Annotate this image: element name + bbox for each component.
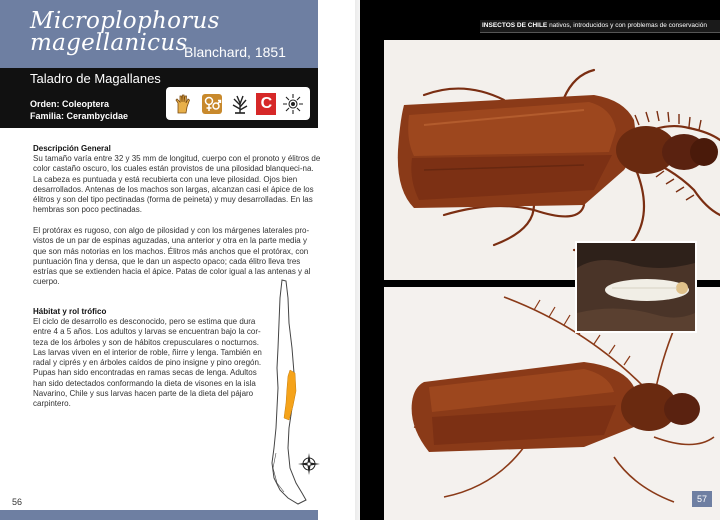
bottom-accent-bar <box>0 510 318 520</box>
compass-rose-icon <box>297 452 321 476</box>
genus-name: Microplophorus <box>30 8 220 34</box>
conservation-c-badge: C <box>256 93 276 115</box>
larva-photo-inset <box>575 241 697 333</box>
running-header-rest: nativos, introducidos y con problemas de conservación <box>547 22 707 29</box>
page-number-left: 56 <box>12 497 23 507</box>
species-epithet: magellanicus <box>30 30 188 56</box>
order-value: Coleoptera <box>62 99 110 109</box>
species-author: Blanchard, 1851 <box>184 44 286 60</box>
common-name: Taladro de Magallanes <box>30 71 161 86</box>
family-line <box>30 111 128 121</box>
order-line <box>30 99 109 109</box>
habitat-paragraph: El ciclo de desarrollo es desconocido, pero se estima que dura entre 4 a 5 años. Los adultos y larvas se encuentran bajo la cor-teza de los árboles y son de hábitos crepusculares o nocturnos. Las larvas viven en el interior de roble, ñirre y lenga. También en radal y ciprés y en árboles caídos de pino insigne y pino oregón. Pupas han sido encontradas en ramas secas de lenga. Adultos han sido detectados conformando la dieta de visones en la isla Navarino, Chile y sus larvas hacen parte de la dieta del pájaro carpintero. <box>33 317 262 409</box>
sex-symbols-icon <box>200 92 224 116</box>
description-paragraph-1: Su tamaño varía entre 32 y 35 mm de longitud, cuerpo con el pronoto y élitros de color castaño oscuro, los cuales están provistos de una pilosidad blanqueci-na. La cabeza es puntuada y está recubierta con una leve pilosidad. Ojos bien desarrollados. Antenas de los machos son largas, alcanzan casi el ápice de los élitros y son del tipo pectinadas (forma de peineta) y muy desarrolladas. En las hembras son poco pectinadas. <box>33 154 321 215</box>
hand-icon <box>171 92 195 116</box>
running-header <box>482 20 718 32</box>
family-label: Familia: <box>30 111 65 121</box>
order-label: Orden: <box>30 99 60 109</box>
page-number-right: 57 <box>692 491 712 507</box>
description-heading: Descripción General <box>33 144 111 153</box>
description-paragraph-2: El protórax es rugoso, con algo de pilosidad y con los márgenes laterales pro-vistos de un par de espinas aguzadas, una anterior y otra en la parte media y que son más notorias en los machos. Élitros más anchos que el protórax, con puntuación fina y densa, que le dan un aspecto opaco; cada élitro lleva tres estrías que se extienden hacia el ápice. Patas de color igual a las antenas y al cuerpo. <box>33 226 311 287</box>
species-scientific-name <box>30 8 220 56</box>
plant-icon <box>228 92 252 116</box>
icon-strip <box>166 87 310 120</box>
running-header-bold: INSECTOS DE CHILE <box>482 22 548 29</box>
habitat-heading: Hábitat y rol trófico <box>33 307 107 316</box>
sun-flower-icon <box>281 92 305 116</box>
family-value: Cerambycidae <box>66 111 129 121</box>
